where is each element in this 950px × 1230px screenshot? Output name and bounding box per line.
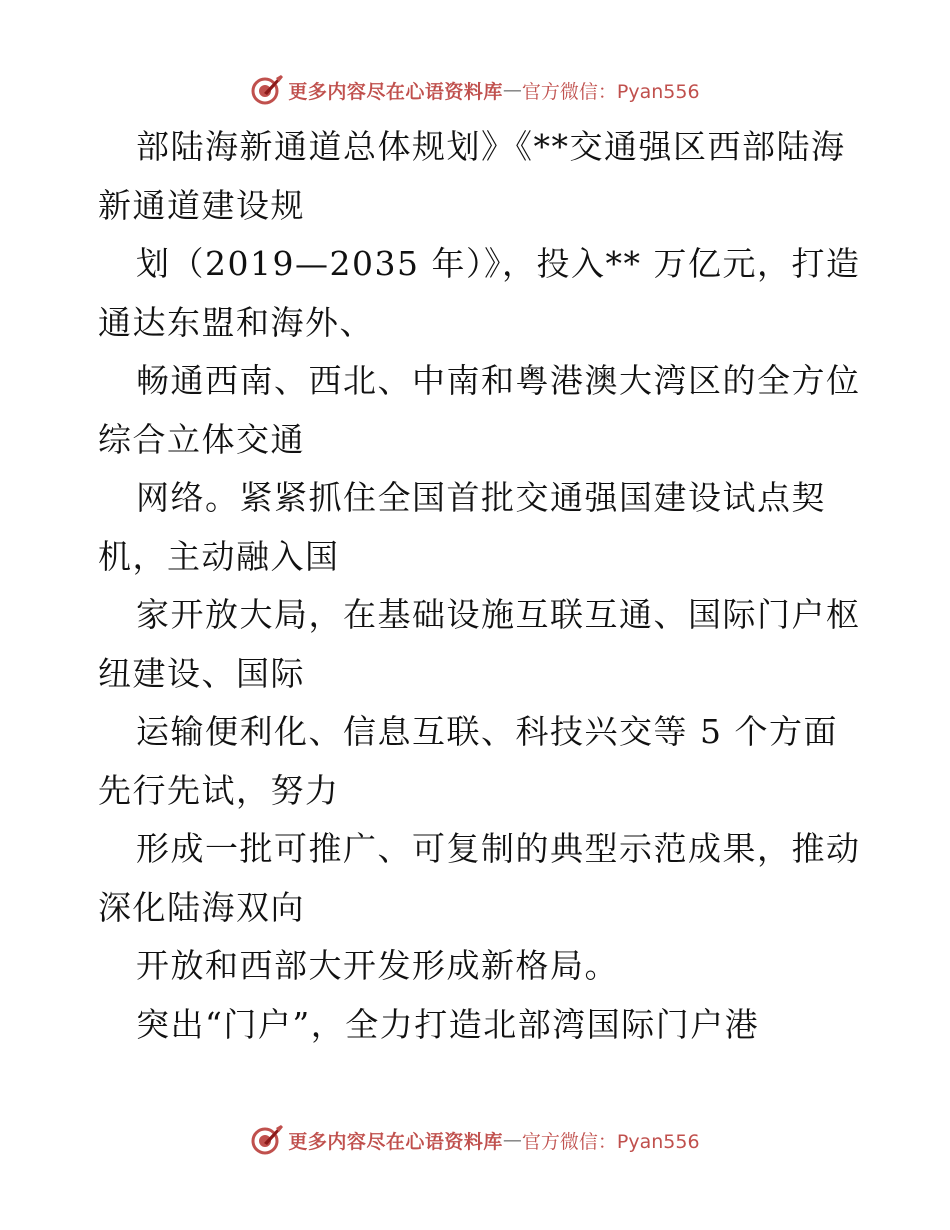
- text-line: 突出“门户”，全力打造北部湾国际门户港: [136, 1004, 760, 1044]
- text-line: 部陆海新通道总体规划》《**交通强区西部陆海: [136, 127, 846, 166]
- text-line: 通达东盟和海外、: [98, 302, 374, 342]
- text-line: 综合立体交通: [98, 419, 305, 459]
- text-line: 网络。紧紧抓住全国首批交通强国建设试点契: [136, 478, 826, 517]
- text-line: 畅通西南、西北、中南和粤港澳大湾区的全方位: [136, 361, 861, 400]
- text-line: 机，主动融入国: [98, 536, 340, 576]
- quill-pen-icon: [250, 1123, 284, 1157]
- banner-contact-text: 官方微信：Pyan556: [521, 1130, 700, 1153]
- banner-separator: —: [502, 1129, 522, 1151]
- banner-brand-text: 更多内容尽在心语资料库: [288, 80, 503, 103]
- text-line: 深化陆海双向: [98, 887, 305, 927]
- quill-pen-icon: [250, 73, 284, 107]
- text-line: 家开放大局，在基础设施互联互通、国际门户枢: [136, 595, 861, 634]
- text-line: 纽建设、国际: [98, 653, 305, 693]
- banner-separator: —: [502, 79, 522, 101]
- text-line: 运输便利化、信息互联、科技兴交等 5 个方面: [136, 712, 838, 751]
- text-line: 开放和西部大开发形成新格局。: [136, 946, 619, 985]
- text-line: 先行先试，努力: [98, 770, 340, 810]
- text-line: 形成一批可推广、可复制的典型示范成果，推动: [136, 829, 861, 868]
- footer-banner: [0, 1120, 950, 1160]
- banner-brand-text: 更多内容尽在心语资料库: [288, 1130, 503, 1153]
- text-line: 划（2019—2035 年）》，投入** 万亿元，打造: [136, 244, 861, 283]
- document-body: [98, 118, 861, 1054]
- text-line: 新通道建设规: [98, 185, 305, 225]
- banner-contact-text: 官方微信：Pyan556: [521, 80, 700, 103]
- header-banner: [0, 70, 950, 110]
